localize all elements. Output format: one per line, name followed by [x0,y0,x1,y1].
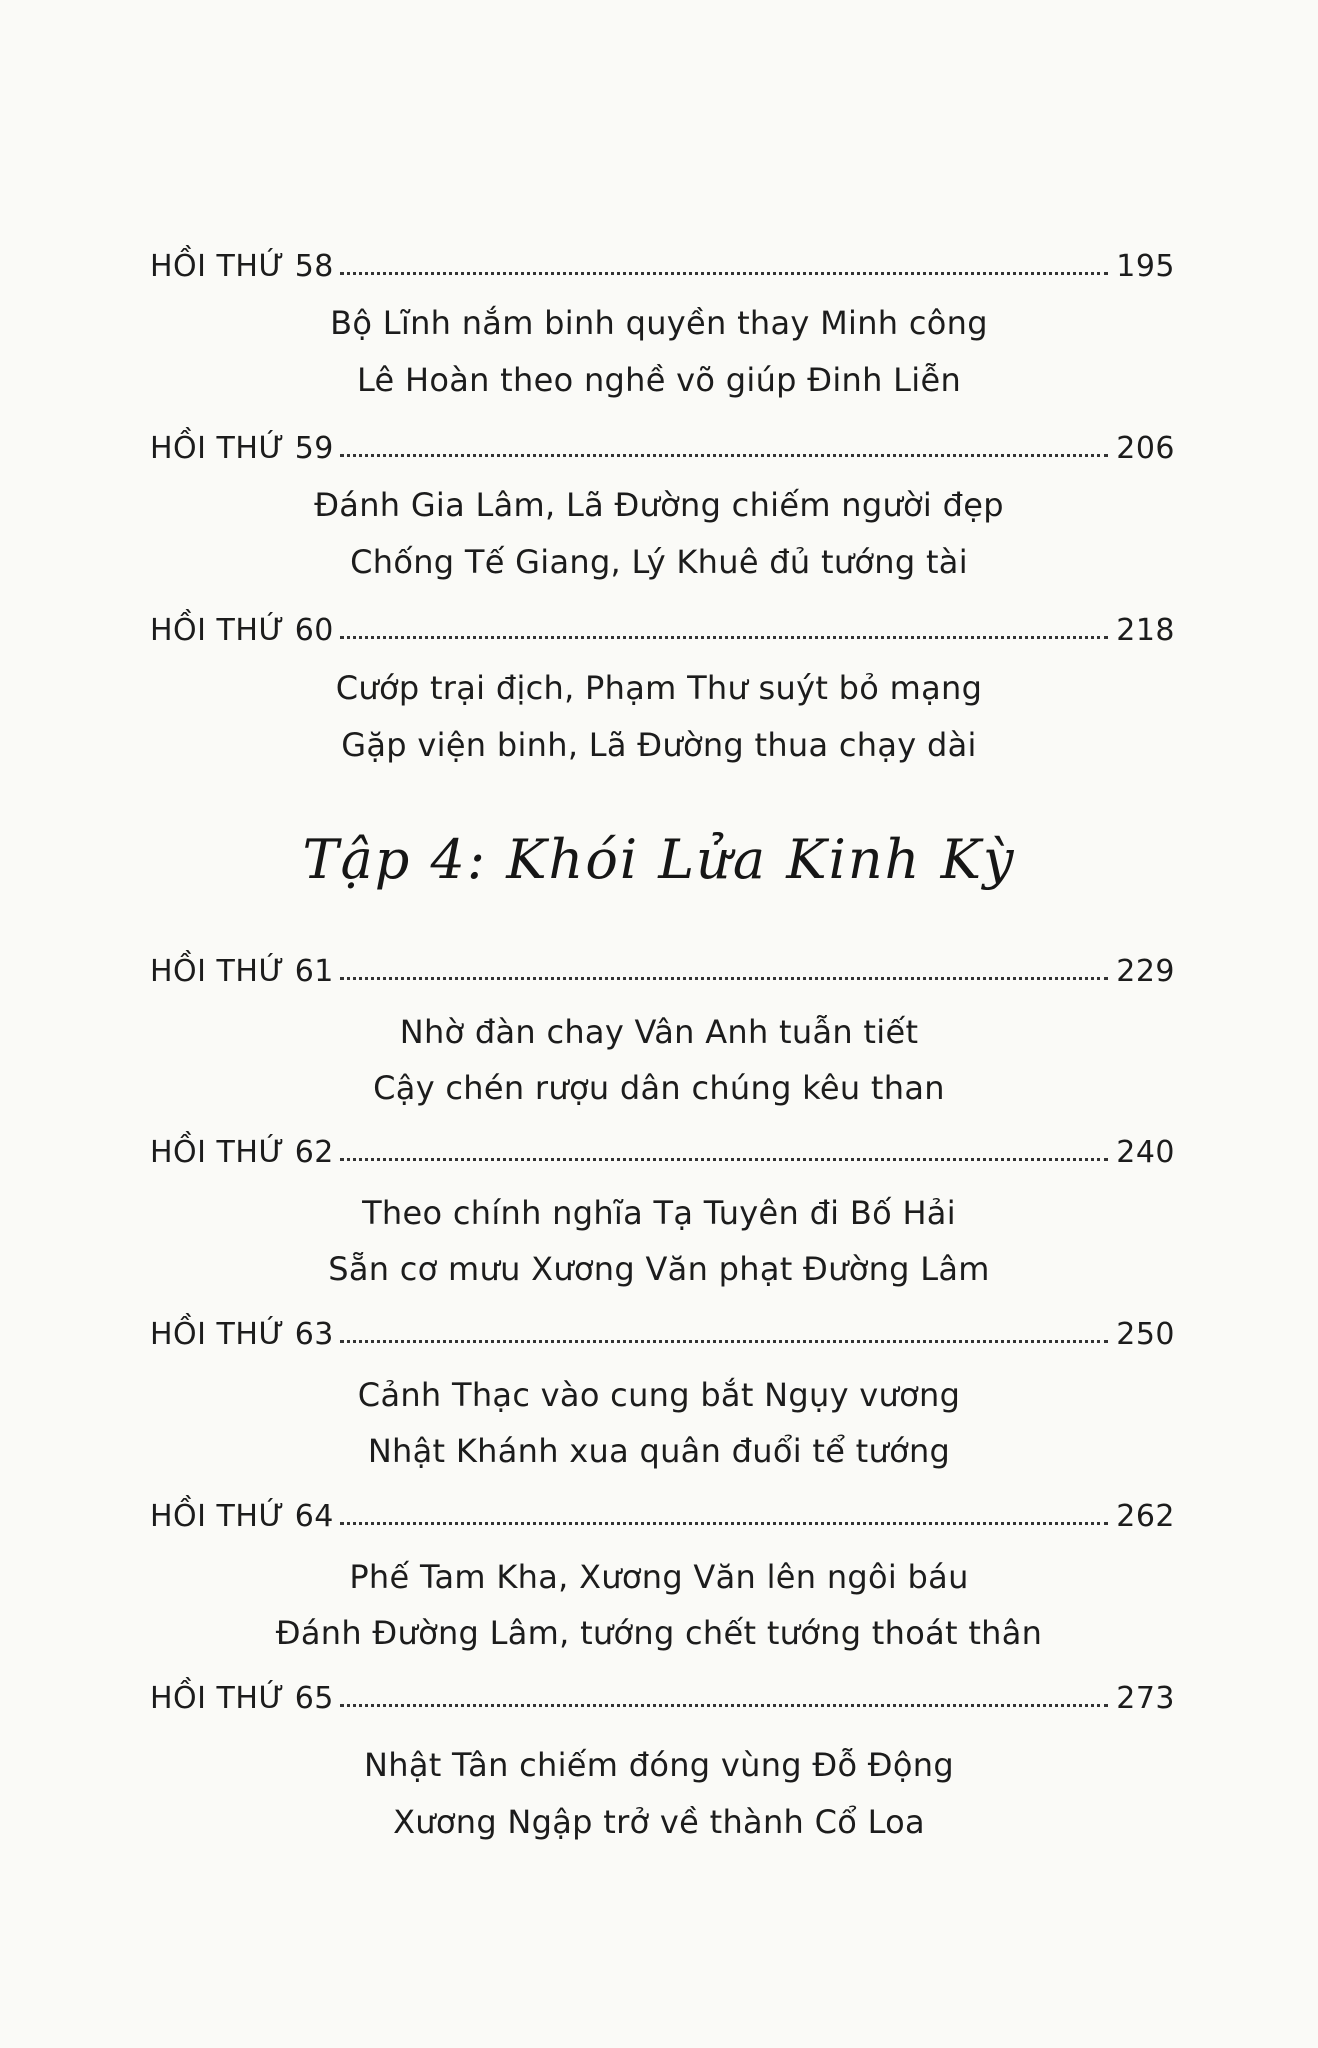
dot-leader [340,271,1108,275]
chapter-label: HỒI THỨ 61 [150,954,334,989]
toc-entry-62[interactable] [150,1126,1175,1170]
chapter-subtitle-line: Đánh Đường Lâm, tướng chết tướng thoát thân [275,1614,1043,1652]
page-number: 240 [1116,1135,1175,1170]
chapter-subtitle-line: Bộ Lĩnh nắm binh quyền thay Minh công [330,304,988,342]
dot-leader [340,1703,1108,1707]
page-number: 262 [1116,1499,1175,1534]
toc-entry-64[interactable] [150,1490,1175,1534]
chapter-subtitle-line: Chống Tế Giang, Lý Khuê đủ tướng tài [350,543,968,581]
dot-leader [340,1157,1108,1161]
chapter-subtitle-line: Đánh Gia Lâm, Lã Đường chiếm người đẹp [314,486,1004,524]
chapter-subtitle-line: Nhật Khánh xua quân đuổi tể tướng [367,1432,951,1470]
page-number: 218 [1116,613,1175,648]
page-number: 195 [1116,249,1175,284]
chapter-subtitle-line: Cậy chén rượu dân chúng kêu than [373,1069,945,1107]
dot-leader [340,976,1108,980]
chapter-subtitle-line: Phế Tam Kha, Xương Văn lên ngôi báu [349,1558,969,1596]
chapter-subtitle-line: Gặp viện binh, Lã Đường thua chạy dài [341,726,977,764]
chapter-label: HỒI THỨ 59 [150,431,334,466]
chapter-subtitle-line: Theo chính nghĩa Tạ Tuyên đi Bố Hải [362,1194,956,1232]
toc-entry-65[interactable] [150,1672,1175,1716]
chapter-label: HỒI THỨ 60 [150,613,334,648]
toc-entry-60[interactable] [150,604,1175,648]
dot-leader [340,635,1108,639]
toc-entry-59[interactable] [150,422,1175,466]
chapter-subtitle-line: Sẵn cơ mưu Xương Văn phạt Đường Lâm [328,1250,990,1288]
dot-leader [340,1339,1108,1343]
chapter-subtitle-line: Xương Ngập trở về thành Cổ Loa [393,1803,925,1841]
chapter-label: HỒI THỨ 63 [150,1317,334,1352]
page-number: 206 [1116,431,1175,466]
chapter-subtitle-line: Cướp trại địch, Phạm Thư suýt bỏ mạng [335,669,983,707]
toc-entry-58[interactable] [150,240,1175,284]
chapter-subtitle-line: Nhật Tân chiếm đóng vùng Đỗ Động [364,1746,954,1784]
chapter-subtitle-line: Lê Hoàn theo nghề võ giúp Đinh Liễn [356,361,962,399]
dot-leader [340,453,1108,457]
chapter-label: HỒI THỨ 64 [150,1499,334,1534]
page-number: 229 [1116,954,1175,989]
chapter-label: HỒI THỨ 58 [150,249,334,284]
toc-entry-61[interactable] [150,945,1175,989]
chapter-subtitle-line: Cảnh Thạc vào cung bắt Ngụy vương [357,1376,961,1414]
dot-leader [340,1521,1108,1525]
page-number: 250 [1116,1317,1175,1352]
chapter-label: HỒI THỨ 65 [150,1681,334,1716]
chapter-label: HỒI THỨ 62 [150,1135,334,1170]
toc-entry-63[interactable] [150,1308,1175,1352]
chapter-subtitle-line: Nhờ đàn chay Vân Anh tuẫn tiết [399,1013,919,1051]
volume-heading: Tập 4: Khói Lửa Kinh Kỳ [302,828,1016,891]
page-number: 273 [1116,1681,1175,1716]
